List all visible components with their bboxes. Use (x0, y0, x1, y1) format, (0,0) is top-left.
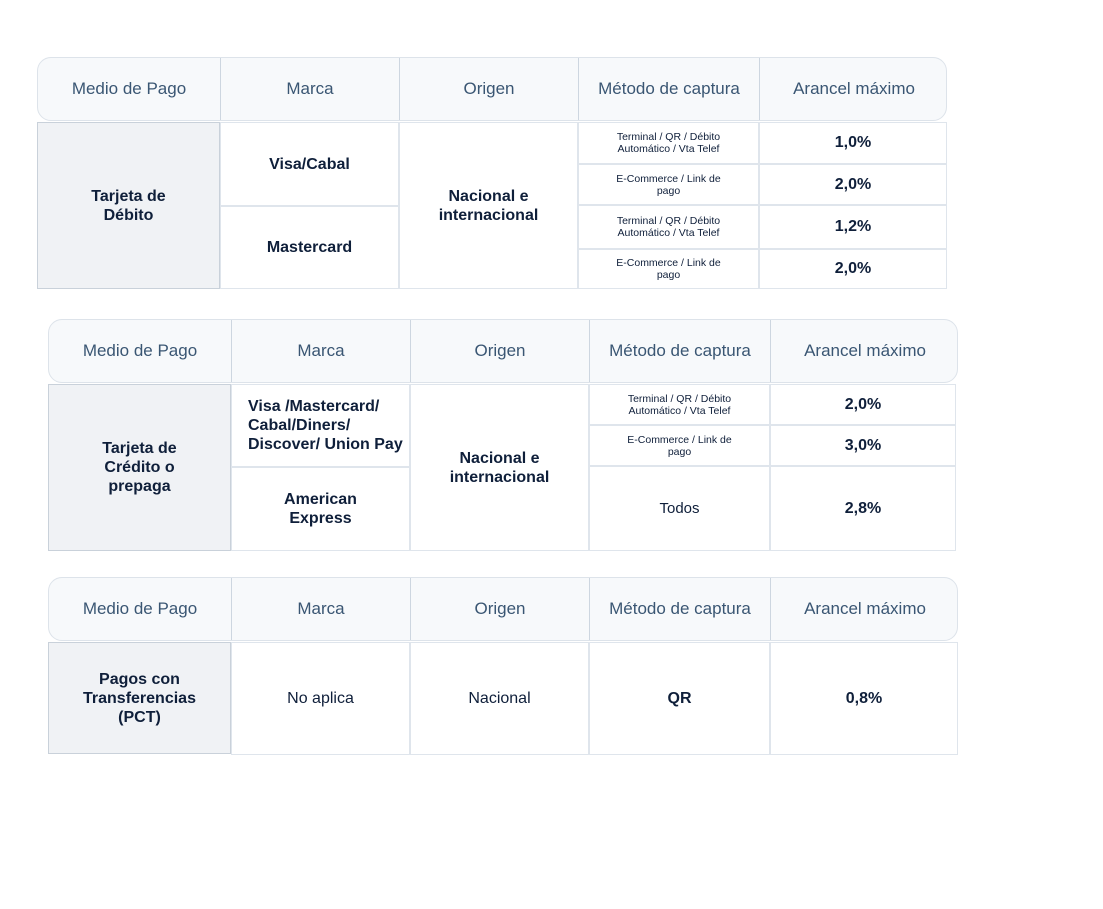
arancel-cell (770, 466, 956, 551)
metodo-cell (589, 642, 770, 755)
medio-label: Tarjeta de Débito (91, 187, 166, 224)
metodo-cell (578, 122, 759, 164)
arancel-cell (759, 122, 947, 164)
origen-label: Nacional e internacional (449, 449, 550, 486)
metodo-label: Terminal / QR / Débito Automático / Vta Telef (616, 131, 721, 155)
header-metodo: Método de captura (578, 58, 759, 120)
marca-cell (220, 122, 399, 206)
origen-label: Nacional e internacional (438, 187, 539, 224)
arancel-value: 2,8% (844, 499, 882, 517)
header-medio: Medio de Pago (71, 79, 187, 98)
metodo-label: E-Commerce / Link de pago (616, 257, 721, 281)
origen-label: Nacional (468, 689, 531, 707)
marca-cell (231, 384, 410, 467)
arancel-cell (770, 425, 956, 466)
table-header (48, 319, 958, 383)
origen-cell (410, 384, 589, 551)
metodo-cell (589, 384, 770, 425)
header-arancel: Arancel máximo (759, 58, 948, 120)
metodo-label: Todos (659, 500, 700, 517)
arancel-value: 1,0% (834, 134, 872, 151)
arancel-cell (770, 384, 956, 425)
origen-cell (410, 642, 589, 755)
metodo-cell (578, 205, 759, 249)
metodo-label: Terminal / QR / Débito Automático / Vta Telef (616, 215, 721, 239)
arancel-value: 3,0% (844, 436, 882, 454)
header-metodo: Método de captura (589, 578, 770, 640)
arancel-value: 1,2% (834, 218, 872, 235)
marca-label: Visa /Mastercard/ Cabal/Diners/ Discover/ Union Pay (248, 398, 403, 453)
medio-cell (48, 642, 231, 754)
header-origen: Origen (410, 320, 589, 382)
table-pct (48, 577, 958, 755)
medio-cell (37, 122, 220, 289)
marca-cell (231, 642, 410, 755)
medio-label: Tarjeta de Crédito o prepaga (102, 440, 177, 495)
metodo-cell (589, 425, 770, 466)
metodo-label: E-Commerce / Link de pago (627, 433, 732, 458)
header-metodo: Método de captura (589, 320, 770, 382)
header-marca: Marca (231, 320, 410, 382)
table-header (37, 57, 947, 121)
header-origen: Origen (410, 578, 589, 640)
marca-label: Visa/Cabal (269, 155, 350, 173)
arancel-cell (759, 205, 947, 249)
marca-label: No aplica (287, 689, 354, 707)
header-marca: Marca (231, 578, 410, 640)
arancel-cell (759, 249, 947, 289)
table-credito (48, 319, 958, 551)
metodo-cell (578, 164, 759, 205)
arancel-value: 2,0% (834, 260, 872, 277)
arancel-cell (770, 642, 958, 755)
header-arancel: Arancel máximo (770, 578, 959, 640)
medio-label: Pagos con Transferencias (PCT) (83, 670, 196, 726)
arancel-value: 2,0% (834, 175, 872, 193)
header-arancel: Arancel máximo (770, 320, 959, 382)
header-marca: Marca (220, 58, 399, 120)
metodo-cell (589, 466, 770, 551)
header-medio: Medio de Pago (82, 599, 198, 618)
arancel-value: 0,8% (845, 689, 883, 707)
metodo-cell (578, 249, 759, 289)
origen-cell (399, 122, 578, 289)
marca-label: Mastercard (266, 239, 353, 256)
header-origen: Origen (399, 58, 578, 120)
metodo-label: E-Commerce / Link de pago (616, 172, 721, 197)
marca-cell (220, 206, 399, 289)
marca-cell (231, 467, 410, 551)
metodo-label: QR (667, 690, 692, 707)
marca-label: American Express (284, 491, 357, 527)
metodo-label: Terminal / QR / Débito Automático / Vta Telef (627, 392, 732, 417)
medio-cell (48, 384, 231, 551)
arancel-value: 2,0% (844, 395, 882, 413)
header-medio: Medio de Pago (82, 341, 198, 360)
arancel-cell (759, 164, 947, 205)
table-debito (37, 57, 947, 289)
table-header (48, 577, 958, 641)
